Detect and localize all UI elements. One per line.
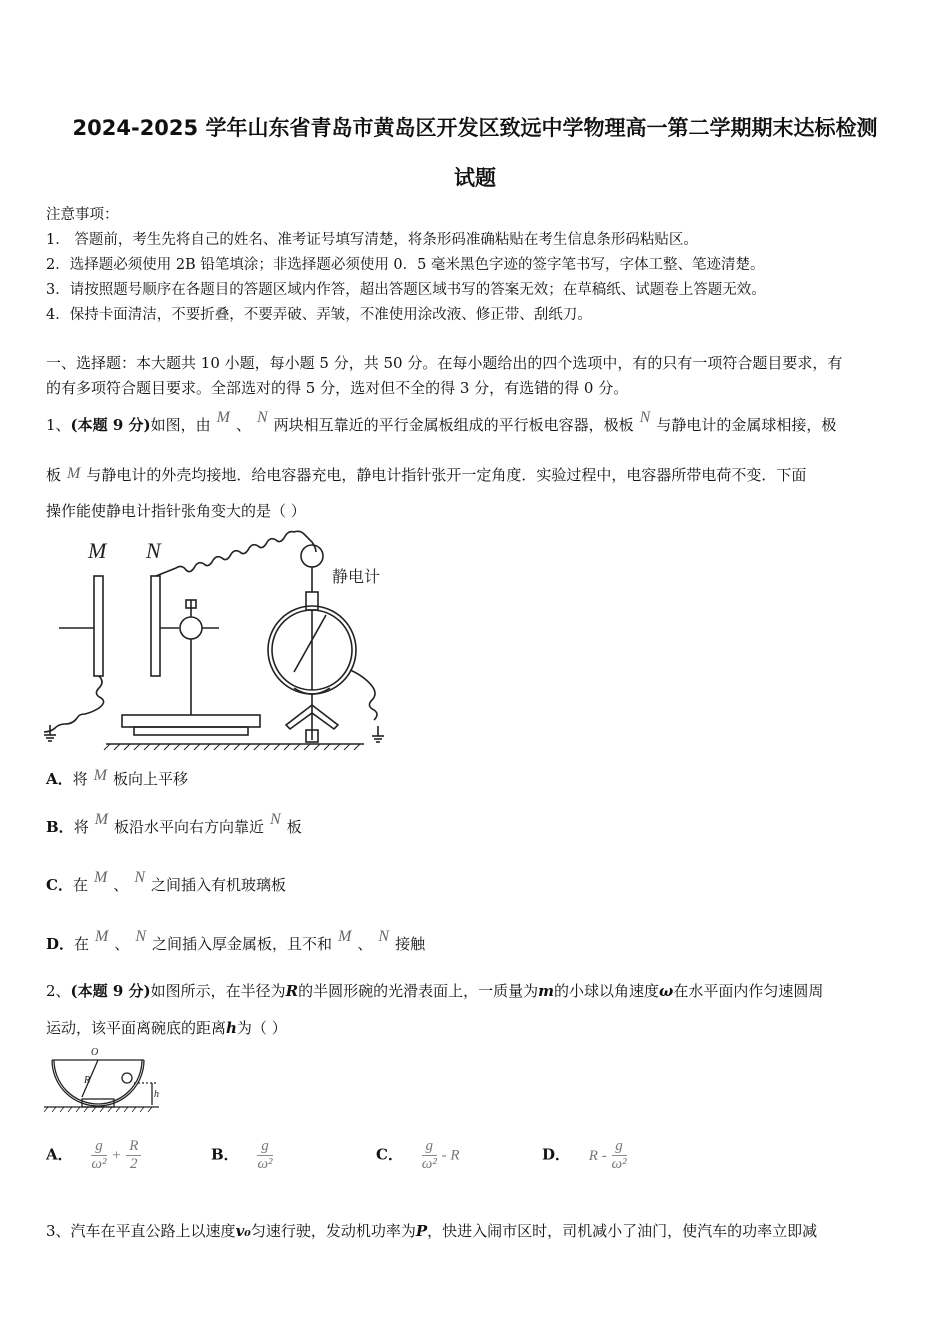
q1-stem-line2: 板 M 与静电计的外壳均接地．给电容器充电，静电计指针张开一定角度．实验过程中，电容器所带电荷不变．下面 <box>46 465 807 484</box>
notice-item: 1． 答题前，考生先将自己的姓名、准考证号填写清楚，将条形码准确粘贴在考生信息条形码粘贴区。 <box>46 232 698 248</box>
q2-option-a: A． $\frac{g}{\text{ω²}}$ + $\frac{R}{2}$ <box>46 1138 141 1173</box>
section-intro: 的有多项符合题目要求。全部选对的得 5 分，选对但不全的得 3 分，有选错的得 0 分。 <box>46 379 629 397</box>
fig-label-r: R <box>84 1075 91 1086</box>
q1-option-c: C．在 M 、 N 之间插入有机玻璃板 <box>46 869 286 894</box>
q1-figure <box>44 530 394 755</box>
notice-heading: 注意事项： <box>46 207 119 223</box>
fig-label-electroscope: 静电计 <box>332 567 381 586</box>
q1-option-d: D．在 M 、 N 之间插入厚金属板，且不和 M 、 N 接触 <box>46 928 426 953</box>
q2-option-b: B． $\frac{g}{\text{ω²}}$ <box>211 1138 273 1172</box>
q2-option-d: D． R - $\frac{g}{\text{ω²}}$ <box>542 1138 627 1172</box>
q1-option-b: B．将 M 板沿水平向右方向靠近 N 板 <box>46 811 302 836</box>
doc-title-line1: 2024-2025 学年山东省青岛市黄岛区开发区致远中学物理高一第二学期期末达标检测 <box>72 116 878 140</box>
notice-item: 3．请按照题号顺序在各题目的答题区域内作答，超出答题区域书写的答案无效；在草稿纸、试题卷上答题无效。 <box>46 282 766 298</box>
q1-stem-line3: 操作能使静电计指针张角变大的是（ ） <box>46 502 306 520</box>
fig-label-m: M <box>88 538 107 563</box>
q2-stem-line1: 2、(本题 9 分)如图所示，在半径为R的半圆形碗的光滑表面上，一质量为m的小球以角速度ω在水平面内作匀速圆周 <box>46 982 824 1000</box>
notice-item: 4．保持卡面清洁，不要折叠，不要弄破、弄皱，不准使用涂改液、修正带、刮纸刀。 <box>46 307 592 323</box>
doc-title-line2: 试题 <box>454 166 496 190</box>
q1-option-a: A．将 M 板向上平移 <box>46 767 188 788</box>
q1-stem-line1: 1、(本题 9 分)如图，由 M 、 N 两块相互靠近的平行金属板组成的平行板电容器，极板 N 与静电计的金属球相接，极 <box>46 409 837 434</box>
section-intro: 一、选择题：本大题共 10 小题，每小题 5 分，共 50 分。在每小题给出的四个选项中，有的只有一项符合题目要求，有 <box>46 354 843 372</box>
notice-item: 2．选择题必须使用 2B 铅笔填涂；非选择题必须使用 0．5 毫米黑色字迹的签字笔书写，字体工整、笔迹清楚。 <box>46 257 765 273</box>
q2-stem-line2: 运动，该平面离碗底的距离h为（ ） <box>46 1019 287 1037</box>
fig-label-n: N <box>146 538 161 563</box>
fig-label-o: O <box>91 1047 99 1058</box>
q3-stem-line1: 3、汽车在平直公路上以速度v₀匀速行驶，发动机功率为P，快进入闹市区时，司机减小了油门，使汽车的功率立即减 <box>46 1222 818 1240</box>
fig-label-h: h <box>154 1089 159 1100</box>
q2-option-c: C． $\frac{g}{\text{ω²}}$ - R <box>376 1138 460 1172</box>
q2-figure <box>44 1045 164 1117</box>
